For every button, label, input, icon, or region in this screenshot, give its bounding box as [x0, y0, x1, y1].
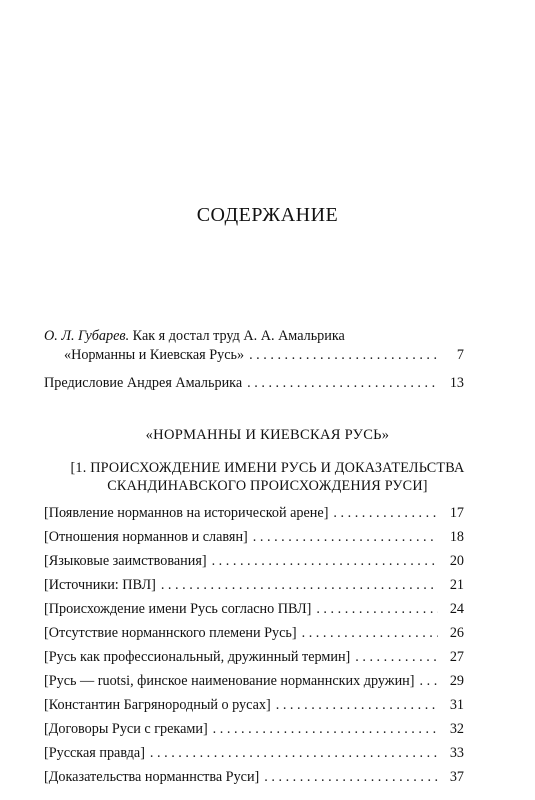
toc-entry-author: О. Л. Губарев.	[44, 328, 130, 344]
toc-entry-page: 33	[449, 745, 464, 761]
leader-dots	[247, 374, 438, 393]
toc-entry-preface	[44, 374, 464, 393]
toc-entry-title: [Отношения норманнов и славян]	[44, 529, 248, 545]
subsection-title	[0, 459, 535, 495]
subsection-title-line1: [1. ПРОИСХОЖДЕНИЕ ИМЕНИ РУСЬ И ДОКАЗАТЕЛЬСТВА	[70, 460, 465, 476]
toc-entry-page: 20	[449, 553, 464, 569]
toc-entry-page: 17	[449, 505, 464, 521]
toc-entry	[44, 720, 464, 739]
leader-dots	[420, 672, 438, 691]
toc-entry-page: 24	[449, 601, 464, 617]
leader-dots	[213, 720, 438, 739]
toc-entry-title: [Константин Багрянородный о русах]	[44, 697, 271, 713]
toc-entry-first-line	[44, 327, 464, 346]
subsection-title-line2: СКАНДИНАВСКОГО ПРОИСХОЖДЕНИЯ РУСИ]	[107, 478, 428, 494]
toc-entry	[44, 696, 464, 715]
toc-entry-title-line2: «Норманны и Киевская Русь»	[64, 347, 245, 363]
toc-entry-title: [Русь как профессиональный, дружинный термин]	[44, 649, 351, 665]
toc-entry	[44, 600, 464, 619]
leader-dots	[355, 648, 438, 667]
toc-entry-page: 18	[449, 529, 464, 545]
toc-entry-title: [Отсутствие норманнского племени Русь]	[44, 625, 297, 641]
toc-entry-title: [Договоры Руси с греками]	[44, 721, 208, 737]
toc-entry-title: [Источники: ПВЛ]	[44, 577, 156, 593]
toc-entry-title: [Русская правда]	[44, 745, 145, 761]
leader-dots	[302, 624, 438, 643]
toc-entry-page: 13	[449, 375, 464, 391]
toc-entry-page: 37	[449, 769, 464, 785]
toc-entry-title: [Русь — ruotsi, финское наименование норманнских дружин]	[44, 673, 415, 689]
toc-entry-title: [Доказательства норманнства Руси]	[44, 769, 260, 785]
leader-dots	[316, 600, 438, 619]
leader-dots	[264, 768, 438, 787]
toc-entry-title: [Появление норманнов на исторической арене]	[44, 505, 329, 521]
toc-entry	[44, 552, 464, 571]
toc-entry	[44, 768, 464, 787]
toc-entry-title-line1: Как я достал труд А. А. Амальрика	[129, 328, 345, 344]
toc-entry-title: [Происхождение имени Русь согласно ПВЛ]	[44, 601, 312, 617]
leader-dots	[161, 576, 438, 595]
toc-entry-title: Предисловие Андрея Амальрика	[44, 375, 243, 391]
toc-entry	[44, 528, 464, 547]
leader-dots	[212, 552, 438, 571]
toc-entry	[44, 576, 464, 595]
toc-entry	[44, 744, 464, 763]
toc-entry-second-line	[44, 346, 464, 365]
toc-entry-page: 21	[449, 577, 464, 593]
toc-entry-page: 29	[449, 673, 464, 689]
toc-entry-gubarev	[44, 327, 464, 365]
toc-entry-row	[44, 374, 464, 393]
page-heading: СОДЕРЖАНИЕ	[196, 204, 339, 226]
leader-dots	[150, 744, 438, 763]
toc-entry-page: 31	[449, 697, 464, 713]
toc-entry	[44, 648, 464, 667]
toc-entry-page: 26	[449, 625, 464, 641]
toc-entry-page: 27	[449, 649, 464, 665]
toc-entry	[44, 672, 464, 691]
toc-entry	[44, 504, 464, 523]
leader-dots	[249, 346, 438, 365]
leader-dots	[253, 528, 438, 547]
toc-entry-page: 32	[449, 721, 464, 737]
toc-entry-title: [Языковые заимствования]	[44, 553, 207, 569]
toc-entry-page: 7	[456, 347, 464, 363]
leader-dots	[276, 696, 438, 715]
section-title: «НОРМАННЫ И КИЕВСКАЯ РУСЬ»	[145, 427, 390, 443]
toc-entry	[44, 624, 464, 643]
leader-dots	[333, 504, 438, 523]
